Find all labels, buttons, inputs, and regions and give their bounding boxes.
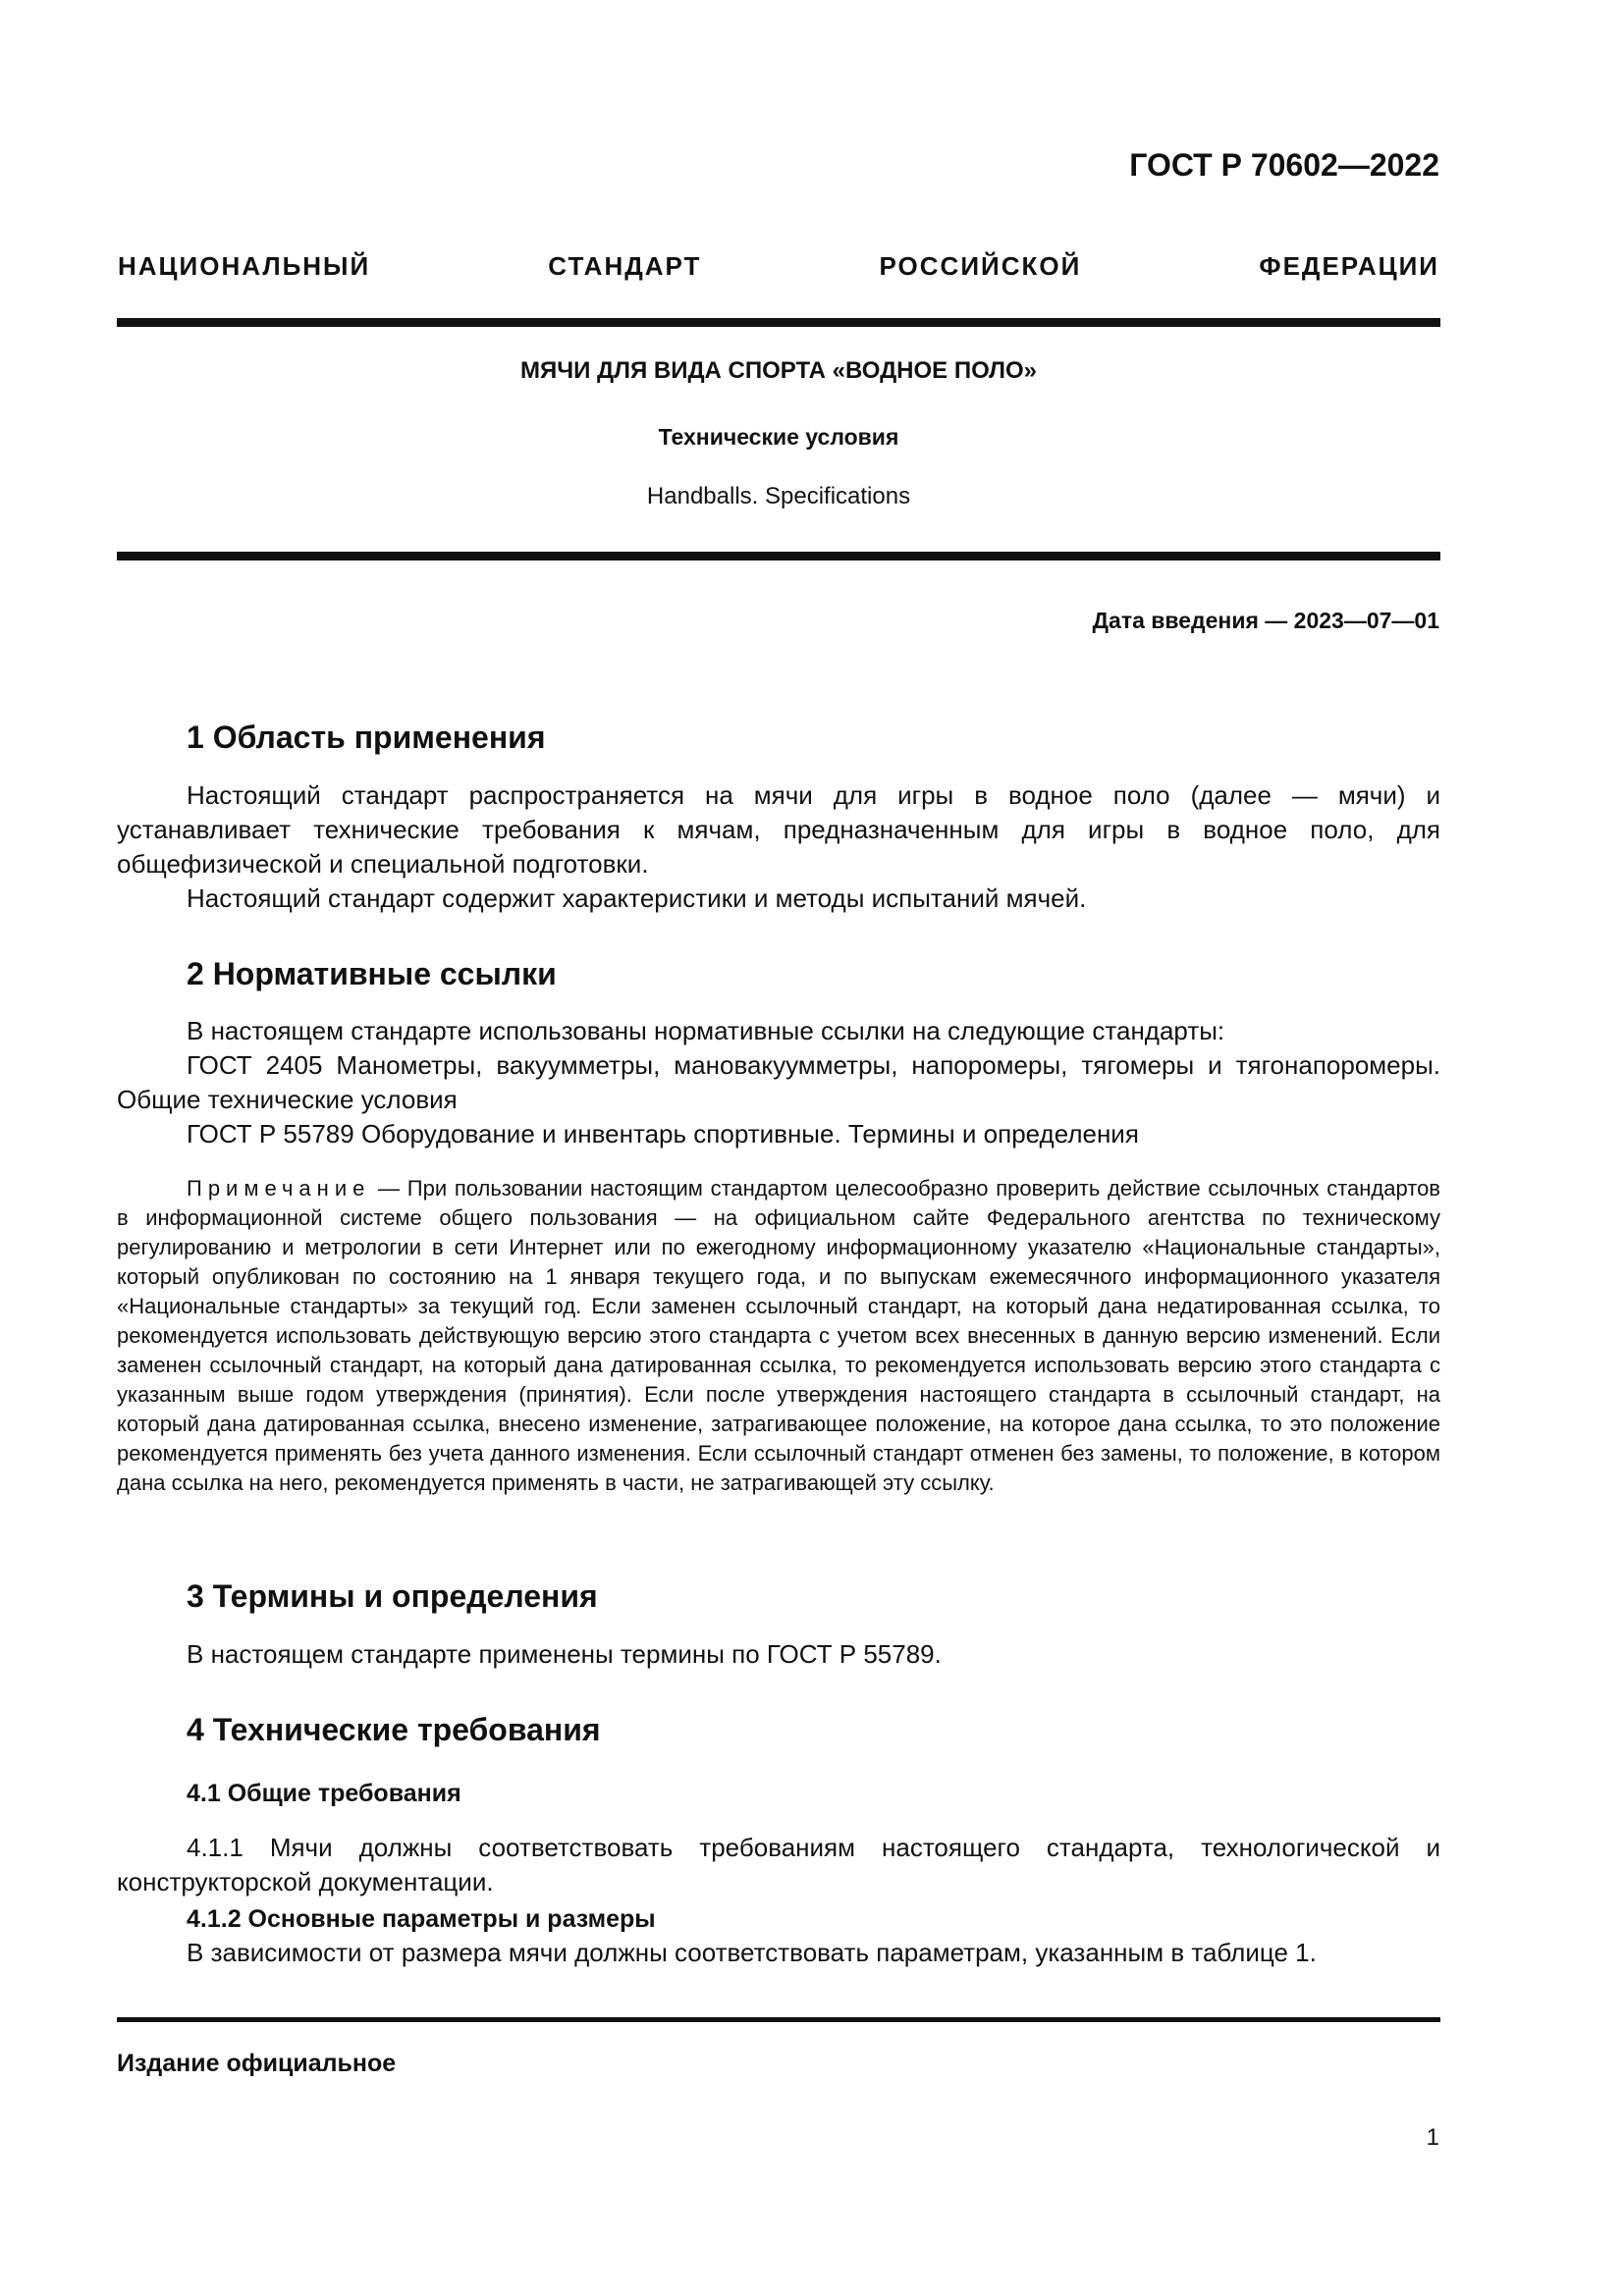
section-2-paragraph-1: В настоящем стандарте использованы нормативные ссылки на следующие стандарты: <box>187 1016 1225 1045</box>
introduction-date: Дата введения — 2023—07—01 <box>1092 608 1439 633</box>
clause-4-1-1: 4.1.1 Мячи должны соответствовать требованиям настоящего стандарта, технологической и конструкторской документации. <box>117 1833 1440 1896</box>
title-bottom-rule <box>117 552 1440 561</box>
document-number: ГОСТ Р 70602—2022 <box>1129 147 1439 183</box>
section-4-heading: 4 Технические требования <box>187 1712 601 1747</box>
national-standard-caption: НАЦИОНАЛЬНЫЙ СТАНДАРТ РОССИЙСКОЙ ФЕДЕРАЦИИ <box>118 251 1439 281</box>
standard-subtitle: Технические условия <box>658 424 899 450</box>
reference-gost-2405: ГОСТ 2405 Манометры, вакуумметры, мановакуумметры, напоромеры, тягомеры и тягонапоромеры. Общие технические условия <box>117 1050 1440 1114</box>
reference-gost-r-55789: ГОСТ Р 55789 Оборудование и инвентарь спортивные. Термины и определения <box>187 1119 1139 1148</box>
section-3-paragraph-1: В настоящем стандарте применены термины по ГОСТ Р 55789. <box>187 1639 942 1669</box>
top-rule <box>117 318 1440 327</box>
section-3-heading: 3 Термины и определения <box>187 1578 598 1614</box>
section-1-heading: 1 Область применения <box>187 720 546 755</box>
section-1-paragraph-1: Настоящий стандарт распространяется на мячи для игры в водное поло (далее — мячи) и устанавливает технические требования к мячам, предназначенным для игры в водное поло, для общефизической и специальной подготовки. <box>117 780 1440 879</box>
standard-title: МЯЧИ ДЛЯ ВИДА СПОРТА «ВОДНОЕ ПОЛО» <box>519 357 1038 384</box>
clause-4-1-2-text: В зависимости от размера мячи должны соответствовать параметрам, указанным в таблице 1. <box>187 1938 1317 1967</box>
note <box>117 1174 1440 1498</box>
note-label: Примечание <box>187 1176 371 1201</box>
official-edition-label: Издание официальное <box>117 2050 397 2077</box>
subsection-4-1-heading: 4.1 Общие требования <box>187 1780 461 1807</box>
page-number: 1 <box>1426 2124 1439 2151</box>
section-2-heading: 2 Нормативные ссылки <box>187 956 557 991</box>
note-text: — При пользовании настоящим стандартом целесообразно проверить действие ссылочных стандартов в информационной системе общего пользования — на официальном сайте Федерального агентства по техническому регулированию и метрологии в сети Интернет или по ежегодному информационному указателю «Национальные стандарты», который опубликован по состоянию на 1 января текущего года, и по выпускам ежемесячного информационного указателя «Национальные стандарты» за текущий год. Если заменен ссылочный стандарт, на который дана недатированная ссылка, то рекомендуется использовать действующую версию этого стандарта с учетом всех внесенных в данную версию изменений. Если заменен ссылочный стандарт, на который дана датированная ссылка, то рекомендуется использовать версию этого стандарта с указанным выше годом утверждения (принятия). Если после утверждения настоящего стандарта в ссылочный стандарт, на который дана датированная ссылка, внесено изменение, затрагивающее положение, на которое дана ссылка, то это положение рекомендуется применять без учета данного изменения. Если ссылочный стандарт отменен без замены, то положение, в котором дана ссылка на него, рекомендуется применять в части, не затрагивающей эту ссылку. <box>117 1176 1440 1495</box>
standard-english-title: Handballs. Specifications <box>646 483 911 509</box>
footer-rule <box>117 2017 1440 2022</box>
section-1-paragraph-2: Настоящий стандарт содержит характеристики и методы испытаний мячей. <box>187 883 1087 913</box>
clause-4-1-2-heading: 4.1.2 Основные параметры и размеры <box>187 1905 656 1933</box>
